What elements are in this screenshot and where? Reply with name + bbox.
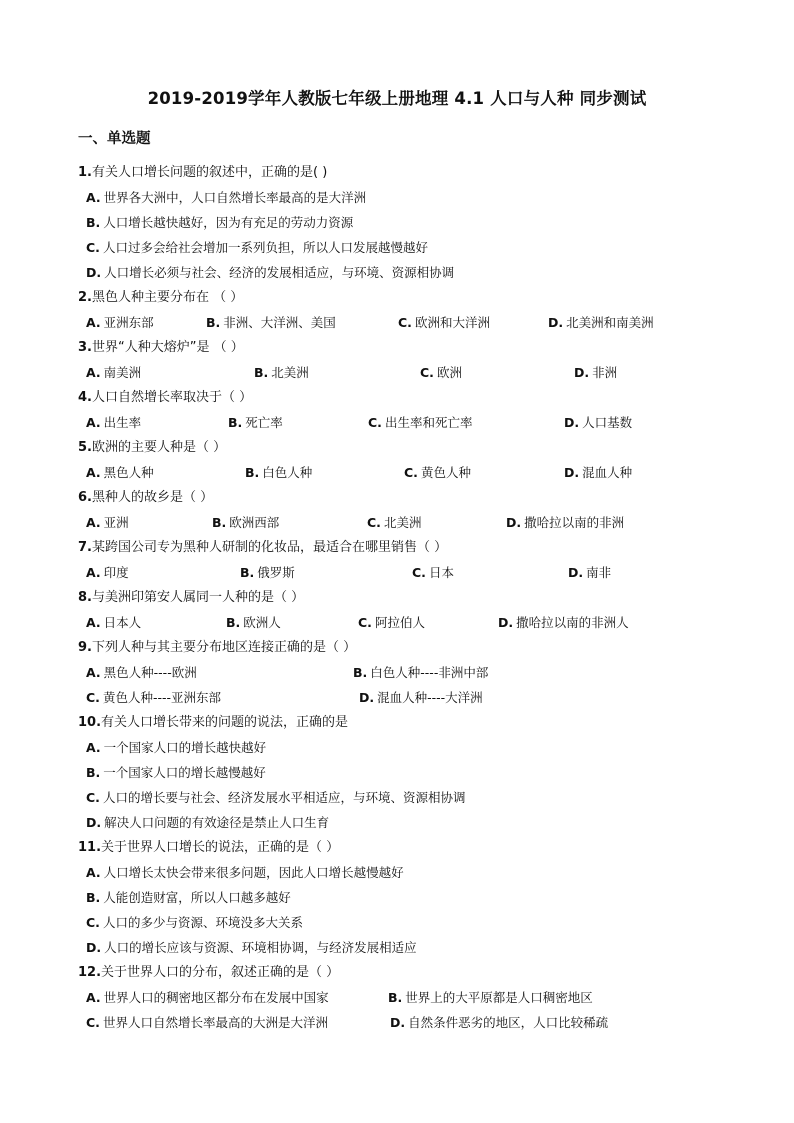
option-letter: D. xyxy=(86,815,102,830)
question xyxy=(78,485,718,535)
option-text: 一个国家人口的增长越慢越好 xyxy=(103,765,266,780)
option-text: 人口的增长应该与资源、环境相协调，与经济发展相适应 xyxy=(104,940,417,955)
question-text: 关于世界人口的分布，叙述正确的是（ ） xyxy=(101,965,340,980)
question-number: 8. xyxy=(78,590,92,605)
option-letter: B. xyxy=(228,415,243,430)
question-text: 关于世界人口增长的说法，正确的是（ ） xyxy=(101,840,340,855)
option xyxy=(254,360,309,385)
option-text: 世界人口自然增长率最高的大洲是大洋洲 xyxy=(102,1015,328,1030)
question-text: 黑种人的故乡是（ ） xyxy=(91,490,214,505)
option-text: 非洲、大洋洲、美国 xyxy=(223,315,336,330)
option-row xyxy=(78,210,718,235)
option xyxy=(86,510,129,535)
option-text: 混血人种 xyxy=(582,465,633,480)
option-text: 欧洲和大洋洲 xyxy=(414,315,490,330)
option xyxy=(398,310,490,335)
option-letter: C. xyxy=(398,315,412,330)
question-text: 黑色人种主要分布在 （ ） xyxy=(91,290,244,305)
option-row xyxy=(78,910,718,935)
option-letter: B. xyxy=(240,565,255,580)
question-number: 5. xyxy=(78,440,92,455)
question-stem xyxy=(78,835,718,860)
option-text: 俄罗斯 xyxy=(257,565,295,580)
option xyxy=(404,460,471,485)
option-row xyxy=(78,1010,718,1035)
option-letter: C. xyxy=(404,465,418,480)
option xyxy=(228,410,283,435)
option-text: 亚洲东部 xyxy=(103,315,154,330)
option xyxy=(86,185,366,210)
question-text: 人口自然增长率取决于（ ） xyxy=(91,390,253,405)
option-row xyxy=(78,510,718,535)
option-text: 出生率 xyxy=(103,415,142,430)
option-row xyxy=(78,260,718,285)
option-text: 北美洲 xyxy=(271,365,309,380)
question-stem xyxy=(78,285,718,310)
question-text: 与美洲印第安人属同一人种的是（ ） xyxy=(91,590,305,605)
option xyxy=(86,785,465,810)
question-text: 欧洲的主要人种是（ ） xyxy=(91,440,227,455)
option-row xyxy=(78,360,718,385)
option-row xyxy=(78,810,718,835)
question-number: 10. xyxy=(78,715,102,730)
option-letter: B. xyxy=(226,615,241,630)
option-row xyxy=(78,310,718,335)
option-text: 黑色人种 xyxy=(103,465,154,480)
question-text: 世界“人种大熔炉”是 （ ） xyxy=(91,340,244,355)
option-letter: C. xyxy=(367,515,381,530)
option-letter: B. xyxy=(212,515,227,530)
option-letter: C. xyxy=(368,415,382,430)
option-letter: A. xyxy=(86,315,101,330)
option-text: 欧洲人 xyxy=(243,615,281,630)
option-letter: D. xyxy=(564,465,580,480)
option-letter: C. xyxy=(86,915,100,930)
option-row xyxy=(78,860,718,885)
question xyxy=(78,385,718,435)
option xyxy=(412,560,454,585)
option xyxy=(367,510,421,535)
option xyxy=(358,610,425,635)
option-text: 南美洲 xyxy=(103,365,142,380)
option-letter: C. xyxy=(420,365,434,380)
option xyxy=(359,685,483,710)
option-text: 世界上的大平原都是人口稠密地区 xyxy=(405,990,593,1005)
question xyxy=(78,160,718,285)
option-row xyxy=(78,185,718,210)
option-letter: D. xyxy=(564,415,580,430)
option xyxy=(86,610,141,635)
option-row xyxy=(78,985,718,1010)
option-text: 印度 xyxy=(103,565,129,580)
question-number: 12. xyxy=(78,965,102,980)
option-letter: B. xyxy=(388,990,403,1005)
option xyxy=(86,810,329,835)
question xyxy=(78,535,718,585)
option xyxy=(86,360,141,385)
option-letter: A. xyxy=(86,615,101,630)
option xyxy=(574,360,617,385)
option-letter: D. xyxy=(548,315,564,330)
option-text: 一个国家人口的增长越快越好 xyxy=(103,740,267,755)
option-letter: B. xyxy=(245,465,260,480)
question-text: 有关人口增长问题的叙述中，正确的是( ) xyxy=(91,165,328,180)
option-row xyxy=(78,760,718,785)
option xyxy=(206,310,336,335)
page-title: 2019-2019学年人教版七年级上册地理 4.1 人口与人种 同步测试 xyxy=(147,89,647,108)
option xyxy=(212,510,279,535)
question xyxy=(78,635,718,710)
option xyxy=(568,560,611,585)
question-number: 6. xyxy=(78,490,92,505)
option xyxy=(353,660,488,685)
option xyxy=(564,410,632,435)
option-letter: A. xyxy=(86,465,101,480)
option-text: 撒哈拉以南的非洲 xyxy=(524,515,625,530)
question-stem xyxy=(78,635,718,660)
option-letter: B. xyxy=(254,365,269,380)
question-number: 4. xyxy=(78,390,92,405)
question-list xyxy=(78,160,718,1035)
option-letter: B. xyxy=(353,665,368,680)
option-text: 人口基数 xyxy=(582,415,633,430)
question xyxy=(78,585,718,635)
option-text: 白色人种 xyxy=(262,465,313,480)
option-letter: B. xyxy=(86,765,101,780)
option xyxy=(368,410,472,435)
option-text: 黑色人种----欧洲 xyxy=(103,665,197,680)
question-text: 下列人种与其主要分布地区连接正确的是（ ） xyxy=(91,640,357,655)
question-text: 有关人口增长带来的问题的说法，正确的是 xyxy=(101,715,349,730)
option-text: 解决人口问题的有效途径是禁止人口生育 xyxy=(104,815,330,830)
option-text: 人能创造财富，所以人口越多越好 xyxy=(103,890,291,905)
option-letter: D. xyxy=(86,940,102,955)
option-text: 人口增长必须与社会、经济的发展相适应，与环境、资源相协调 xyxy=(104,265,455,280)
option xyxy=(86,885,291,910)
option xyxy=(390,1010,608,1035)
option-text: 死亡率 xyxy=(245,415,283,430)
question-number: 9. xyxy=(78,640,92,655)
option-letter: B. xyxy=(86,215,101,230)
option-row xyxy=(78,885,718,910)
option-text: 黄色人种 xyxy=(420,465,471,480)
option xyxy=(226,610,281,635)
section-title: 一、单选题 xyxy=(78,131,151,147)
option xyxy=(86,260,454,285)
option xyxy=(86,910,303,935)
option xyxy=(86,210,353,235)
question-number: 7. xyxy=(78,540,92,555)
option-text: 阿拉伯人 xyxy=(374,615,425,630)
option xyxy=(498,610,629,635)
option-letter: A. xyxy=(86,365,101,380)
option-row xyxy=(78,735,718,760)
option-letter: D. xyxy=(359,690,375,705)
option-letter: A. xyxy=(86,665,101,680)
option-text: 北美洲 xyxy=(383,515,422,530)
option-text: 日本人 xyxy=(103,615,142,630)
question-stem xyxy=(78,485,718,510)
option-row xyxy=(78,235,718,260)
option-text: 黄色人种----亚洲东部 xyxy=(102,690,221,705)
question-stem xyxy=(78,335,718,360)
option-text: 人口增长越快越好，因为有充足的劳动力资源 xyxy=(103,215,354,230)
option xyxy=(86,760,266,785)
question xyxy=(78,435,718,485)
option xyxy=(245,460,312,485)
option xyxy=(86,310,154,335)
option xyxy=(506,510,624,535)
option xyxy=(86,560,129,585)
option xyxy=(86,860,404,885)
option-letter: C. xyxy=(412,565,426,580)
option-row xyxy=(78,410,718,435)
option-letter: A. xyxy=(86,990,101,1005)
option-row xyxy=(78,560,718,585)
question-number: 11. xyxy=(78,840,102,855)
option xyxy=(240,560,295,585)
option-text: 欧洲 xyxy=(436,365,462,380)
question-stem xyxy=(78,435,718,460)
option xyxy=(420,360,462,385)
option-text: 非洲 xyxy=(592,365,618,380)
option-text: 撒哈拉以南的非洲人 xyxy=(516,615,629,630)
option-row xyxy=(78,610,718,635)
option-letter: D. xyxy=(506,515,522,530)
option-letter: D. xyxy=(568,565,584,580)
question xyxy=(78,285,718,335)
option-text: 北美洲和南美洲 xyxy=(566,315,654,330)
option-letter: C. xyxy=(86,790,100,805)
option-letter: A. xyxy=(86,865,101,880)
option xyxy=(86,1010,328,1035)
option-letter: D. xyxy=(390,1015,406,1030)
question xyxy=(78,835,718,960)
option xyxy=(86,660,197,685)
option xyxy=(86,685,221,710)
question-text: 某跨国公司专为黑种人研制的化妆品，最适合在哪里销售（ ） xyxy=(91,540,448,555)
question-number: 1. xyxy=(78,165,92,180)
question xyxy=(78,960,718,1035)
option-letter: B. xyxy=(86,890,101,905)
option-text: 人口的多少与资源、环境没多大关系 xyxy=(102,915,303,930)
option-text: 世界各大洲中，人口自然增长率最高的是大洋洲 xyxy=(103,190,367,205)
option-letter: A. xyxy=(86,515,101,530)
question-stem xyxy=(78,160,718,185)
option-row xyxy=(78,685,718,710)
option xyxy=(86,935,417,960)
option-text: 白色人种----非洲中部 xyxy=(370,665,489,680)
question xyxy=(78,710,718,835)
option-letter: C. xyxy=(86,240,100,255)
option xyxy=(86,410,141,435)
option-text: 自然条件恶劣的地区，人口比较稀疏 xyxy=(408,1015,609,1030)
question-stem xyxy=(78,710,718,735)
option-letter: A. xyxy=(86,415,101,430)
option-row xyxy=(78,935,718,960)
option xyxy=(564,460,632,485)
option-letter: D. xyxy=(498,615,514,630)
option-letter: D. xyxy=(574,365,590,380)
option xyxy=(86,735,266,760)
option-text: 亚洲 xyxy=(103,515,129,530)
option-text: 世界人口的稠密地区都分布在发展中国家 xyxy=(103,990,329,1005)
question-number: 3. xyxy=(78,340,92,355)
option-letter: B. xyxy=(206,315,221,330)
option-letter: D. xyxy=(86,265,102,280)
option-text: 混血人种----大洋洲 xyxy=(377,690,483,705)
option xyxy=(86,235,428,260)
option-text: 日本 xyxy=(428,565,454,580)
option-text: 人口的增长要与社会、经济发展水平相适应，与环境、资源相协调 xyxy=(102,790,466,805)
option-text: 人口增长太快会带来很多问题，因此人口增长越慢越好 xyxy=(103,865,404,880)
option-text: 人口过多会给社会增加一系列负担，所以人口发展越慢越好 xyxy=(102,240,428,255)
option-letter: C. xyxy=(358,615,372,630)
question-stem xyxy=(78,585,718,610)
option-text: 南非 xyxy=(586,565,612,580)
option xyxy=(388,985,593,1010)
question-number: 2. xyxy=(78,290,92,305)
option-row xyxy=(78,785,718,810)
option-letter: C. xyxy=(86,690,100,705)
option-letter: A. xyxy=(86,565,101,580)
option-row xyxy=(78,460,718,485)
option-letter: A. xyxy=(86,190,101,205)
question-stem xyxy=(78,535,718,560)
option xyxy=(86,985,329,1010)
option-text: 出生率和死亡率 xyxy=(384,415,473,430)
question-stem xyxy=(78,960,718,985)
question-stem xyxy=(78,385,718,410)
option-row xyxy=(78,660,718,685)
question xyxy=(78,335,718,385)
option xyxy=(548,310,654,335)
option-letter: A. xyxy=(86,740,101,755)
option-text: 欧洲西部 xyxy=(229,515,280,530)
option-letter: C. xyxy=(86,1015,100,1030)
option xyxy=(86,460,154,485)
